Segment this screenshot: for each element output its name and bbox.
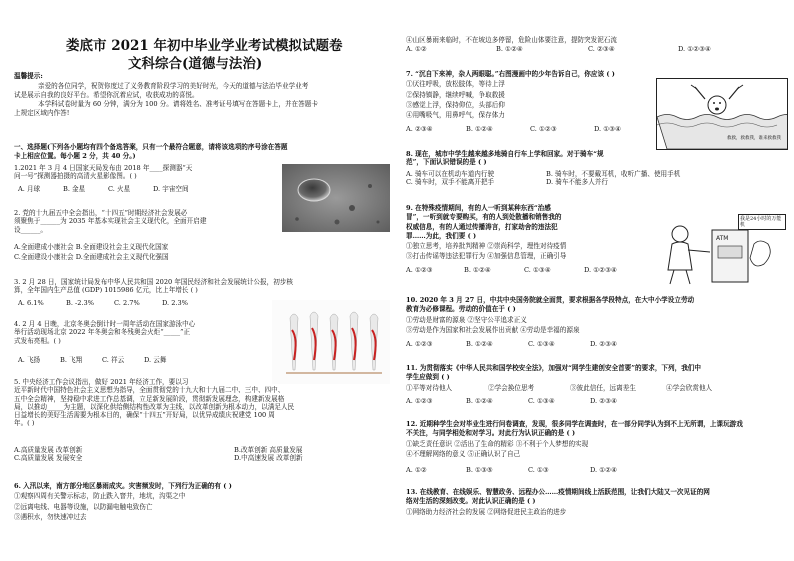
option-d[interactable]: D.中高速发展 改革创新 — [234, 454, 303, 463]
question-text: 1.2021 年 3 月 4 日国家天局发布由 2018 年____探测器“天 — [14, 164, 193, 172]
option-b[interactable]: B. ①②④ — [466, 397, 493, 405]
question-text: 13. 在线教育、在线娱乐、智慧政务、远程办公……疫情期间线上活跃范围，让我们大陆又一次见证的网 — [406, 488, 710, 496]
statement: ④学会欣赏他人 — [666, 384, 713, 392]
option-c[interactable]: C. 火星 — [108, 185, 131, 193]
atm-cartoon — [650, 210, 788, 286]
section1-heading: 一、选择题(下列各小题均有四个备选答案，只有一个最符合题意，请将该选项的序号涂在答题 — [14, 143, 288, 151]
question-text: 3. 2 月 28 日，国家统计局发布中华人民共和国 2020 年国民经济和社会发展统计公报，初步核 — [14, 278, 294, 286]
question-12-options — [406, 466, 617, 474]
option-a[interactable]: A. ①② — [406, 45, 427, 53]
option-d[interactable]: D. ②③④ — [590, 397, 617, 405]
question-text: 权威信息，有的人通过传播涛言，打家劫舍的违法犯 — [406, 222, 558, 231]
option-c[interactable]: C. 祥云 — [102, 356, 125, 364]
exam-title: 娄底市 2021 年初中毕业学业考试模拟试题卷 — [66, 38, 343, 54]
option-row[interactable]: C.全面建设小康社会 D.全面建成社会主义现代化强国 — [14, 253, 169, 262]
option-a[interactable]: A. ①②③ — [406, 266, 433, 274]
question-text: ②远离电线、电器等设施，以防漏电触电致伤亡 — [14, 502, 153, 511]
question-6-continued — [406, 36, 617, 44]
question-6-options — [406, 45, 711, 53]
option-c[interactable]: C. 骑车时，双手不能离开把手 — [406, 178, 495, 187]
option-d[interactable]: D. 2.3% — [162, 299, 188, 307]
question-4 — [14, 320, 195, 345]
question-text: ③劳动是作为国家和社会发展作出贡献 ④劳动是幸福的源泉 — [406, 325, 580, 334]
option-d[interactable]: D. 云舞 — [144, 356, 167, 364]
question-text: 范”，下面认识错误的是 ( ) — [406, 158, 487, 167]
question-text: 年。( ) — [14, 419, 35, 428]
notice-line: 亲爱的各位同学，祝贺你度过了义务教育阶段学习的美好时光，今天的道德与法治毕业学业考 — [38, 82, 309, 90]
option-c[interactable]: C.高质量发展 发展安全 — [14, 454, 83, 463]
question-text: 罪……为此，我们要 ( ) — [406, 231, 477, 240]
question-text: 式发布亮相。( ) — [14, 336, 61, 345]
option-b[interactable]: B. 骑车时，不要戴耳机，收听广播、使用手机 — [546, 170, 681, 178]
question-11-options — [406, 397, 617, 405]
option-d[interactable]: D. ①②③④ — [678, 45, 711, 53]
question-8 — [406, 150, 604, 167]
question-text: 不关注，与同学相处和对学习。对此行为认识正确的是 ( ) — [406, 429, 576, 438]
question-text: 10. 2020 年 3 月 27 日，中共中央国务院就全面贯，要求根据各学段特点，在大中小学设立劳动 — [406, 296, 695, 304]
question-text: 络对生活的深刻改变。对此认识正确的是 ( ) — [406, 497, 536, 506]
notice-heading: 温馨提示: — [14, 72, 43, 80]
option-b[interactable]: B. ①②④ — [466, 340, 493, 348]
question-text: 五中全会精神，坚持稳中求进工作总基调，立足新发展阶段，贯彻新发展理念，构建新发展格 — [14, 394, 285, 403]
option-d[interactable]: D. ②③④ — [590, 340, 617, 348]
question-2 — [14, 209, 206, 234]
option-b[interactable]: B. ①②④ — [464, 266, 491, 274]
question-text: 设______。 — [14, 225, 47, 234]
olympic-torch-image — [272, 300, 390, 384]
notice-line: 试是展示自我的良好平台。希望你沉着应试，收获成功的喜悦。 — [14, 91, 199, 99]
question-13 — [406, 488, 710, 516]
option-a[interactable]: A. 骑车可以在机动车道内行驶 — [406, 170, 495, 178]
question-text: 算，全年国内生产总值 (GDP) 1015986 亿元，比上年增长 ( ) — [14, 286, 198, 295]
option-d[interactable]: D. ①②④ — [590, 466, 617, 474]
question-text: ④山区暴雨来临时，不在坡边多停留，危险山体要注意，提防突发泥石流 — [406, 36, 617, 44]
question-text: ④不理解网络的意义 ⑤正确认识了自己 — [406, 449, 521, 458]
question-7-options — [406, 125, 621, 133]
option-c[interactable]: C. ①③ — [528, 466, 549, 474]
question-11-statements — [406, 384, 712, 392]
question-2-options — [14, 243, 169, 262]
question-text: ①网络助力经济社会的发展 ②网络促进民主政治的进步 — [406, 507, 567, 516]
question-12 — [406, 420, 743, 458]
question-text: 2. 党的十九届五中全会指出，“十四五”时期经济社会发展必 — [14, 209, 188, 217]
question-4-options — [18, 356, 166, 364]
question-10-options — [406, 340, 617, 348]
question-6 — [14, 482, 232, 521]
option-b[interactable]: B. ①③⑤ — [466, 466, 493, 474]
right-column — [400, 0, 794, 561]
option-c[interactable]: C. ①③④ — [524, 266, 551, 274]
notice-line: 上规定区域内作答! — [14, 109, 70, 117]
atm-sign: 我是24小时的万能机 — [738, 214, 786, 230]
question-text: ①厌往呼吸，放松肢体，等待上浮 — [406, 80, 505, 89]
statement: ②学会换位思考 — [488, 384, 535, 392]
question-text: 9. 在特殊疫情期间，有的人一听到某种东西“治感 — [406, 204, 551, 212]
option-c[interactable]: C. ②③④ — [588, 45, 615, 53]
question-text: ④用嘴吸气，用鼻呼气，保存体力 — [406, 111, 505, 120]
option-d[interactable]: D. 宇宙空间 — [153, 185, 189, 193]
question-text: 4. 2 月 4 日晚，北京冬奥会倒计时一周年活动在国家游泳中心 — [14, 320, 196, 328]
statement: ①平等对待他人 — [406, 384, 453, 392]
option-a[interactable]: A. ①②③ — [406, 397, 433, 405]
cartoon-caption: 救救，救救我，谁来救救我 — [727, 136, 781, 141]
question-text: 学生应做到 ( ) — [406, 373, 450, 382]
question-text: 须聚焦于______为 2035 年基本实现社会主义现代化，全面开启建 — [14, 217, 207, 226]
exam-subtitle: 文科综合(道德与法治) — [128, 56, 263, 72]
option-c[interactable]: C. 2.7% — [114, 299, 140, 307]
mars-crater-image — [282, 164, 390, 232]
option-d[interactable]: D. ①③④ — [594, 125, 621, 133]
question-text: 日益增长的美好生活需要为根本目的，确保“十四五”开好局，以优异成绩庆祝建党 100 周 — [14, 411, 275, 420]
question-9-options — [406, 266, 617, 274]
question-text: ③感觉上浮，保持仰位，头部后仰 — [406, 100, 505, 109]
question-1-options — [18, 185, 189, 193]
question-5-options — [14, 446, 303, 463]
question-text: 冒”，一听到就专要购买，有的人到处散播和销售我的 — [406, 213, 562, 222]
statement: ③彼此信任，远离差生 — [570, 384, 636, 392]
question-text: 举行活动现场北京 2022 年冬奥会和冬残奥会火炬“_____”正 — [14, 328, 191, 337]
option-a[interactable]: A. 月球 — [18, 185, 41, 193]
option-b[interactable]: B. 金星 — [63, 185, 86, 193]
question-text: ①观察四周有关警示标志，防止跌入窨井，地坑，沟渠之中 — [14, 492, 186, 501]
option-a[interactable]: A. 6.1% — [18, 299, 44, 307]
option-a[interactable]: A. 飞扬 — [18, 356, 41, 364]
question-text: 6. 入汛以来，南方部分地区暴雨成灾。灾害频发时，下列行为正确的有 ( ) — [14, 482, 232, 490]
question-3 — [14, 278, 293, 295]
question-text: 7. “沉自下来神，杂人两眼聪。”右图漫画中的少年告诉自己，你应该 ( ) — [406, 70, 615, 78]
question-text: ③遇积水，勿快速冲过去 — [14, 512, 87, 521]
question-text: 局，以推动_____为主题，以深化供给侧结构性改革为主线，以改革创新为根本动力，以满足人民 — [14, 402, 295, 411]
question-text: 12. 近期种学生会对毕业生进行问卷调查，发现，很多同学在调查时，在一部分同学认为到不上无所谓，上课玩游戏 — [406, 420, 743, 428]
question-1 — [14, 164, 192, 181]
notice-line: 本学科试卷时量为 60 分钟，满分为 100 分。请将姓名、准考证号填写在答题卡上，并在答题卡 — [38, 100, 318, 108]
option-b[interactable]: B.改革创新 高质量发展 — [234, 446, 303, 454]
question-text: ①独立思考，培养批判精神 ②崇尚科学，理性对待疫情 — [406, 242, 567, 251]
option-c[interactable]: C. ①③④ — [528, 397, 555, 405]
option-d[interactable]: D. 骑车不能多人并行 — [546, 178, 608, 187]
option-b[interactable]: B. 飞翔 — [60, 356, 83, 364]
question-5 — [14, 378, 294, 428]
question-text: 教育为必修课程。劳动的价值在于 ( ) — [406, 305, 516, 314]
section1-heading: 卡上相应位置。每小题 2 分，共 40 分。) — [14, 152, 136, 160]
question-10 — [406, 296, 694, 334]
option-a[interactable]: A.高质量发展 改革创新 — [14, 446, 83, 454]
option-b[interactable]: B. ①②④ — [496, 45, 523, 53]
option-row[interactable]: A.全面建成小康社会 B.全面建设社会主义现代化国家 — [14, 243, 169, 251]
option-b[interactable]: B. -2.3% — [66, 299, 95, 307]
option-a[interactable]: A. ①②③ — [406, 340, 433, 348]
question-3-options — [18, 299, 188, 307]
option-c[interactable]: C. ①③④ — [528, 340, 555, 348]
question-text: 近平新时代中国特色社会主义思想为指导，全面贯彻党的十九大和十九届二中、三中、四中、 — [14, 386, 285, 395]
question-11 — [406, 364, 701, 382]
drowning-cartoon — [656, 78, 788, 150]
question-text: ①劳动是财富的源泉 ②坚守公平追求正义 — [406, 315, 527, 324]
question-text: 8. 现在，城市中学生越来越多地骑自行车上学和回家。对于骑车“规 — [406, 150, 604, 158]
question-text: 5. 中央经济工作会议指出，做好 2021 年经济工作，要以习 — [14, 378, 189, 386]
question-8-options — [406, 170, 680, 187]
question-text: 11. 为贯彻落实《中华人民共和国学校安全法》，加强对“网学生建创安全首要”的要求，下列，我们中 — [406, 364, 701, 372]
question-text: 问一号”探测器拍摄的高清火星影像图。( ) — [14, 172, 137, 181]
question-7 — [406, 70, 615, 119]
option-d[interactable]: D. ①②③④ — [584, 266, 617, 274]
question-text: ②保持镇静，继续呼喊，争取救援 — [406, 90, 505, 99]
question-text: ③打击传谣等违法犯罪行为 ④加强信息管理，正确引导 — [406, 252, 567, 261]
option-a[interactable]: A. ②③④ — [406, 125, 433, 133]
question-9 — [406, 204, 566, 261]
option-a[interactable]: A. ①② — [406, 466, 427, 474]
question-text: ①缺乏责任意识 ②活出了生命的精彩 ③不利于个人梦想的实现 — [406, 439, 589, 448]
option-c[interactable]: C. ①②③ — [530, 125, 557, 133]
option-b[interactable]: B. ①②④ — [466, 125, 493, 133]
svg-text:ATM: ATM — [716, 235, 729, 242]
